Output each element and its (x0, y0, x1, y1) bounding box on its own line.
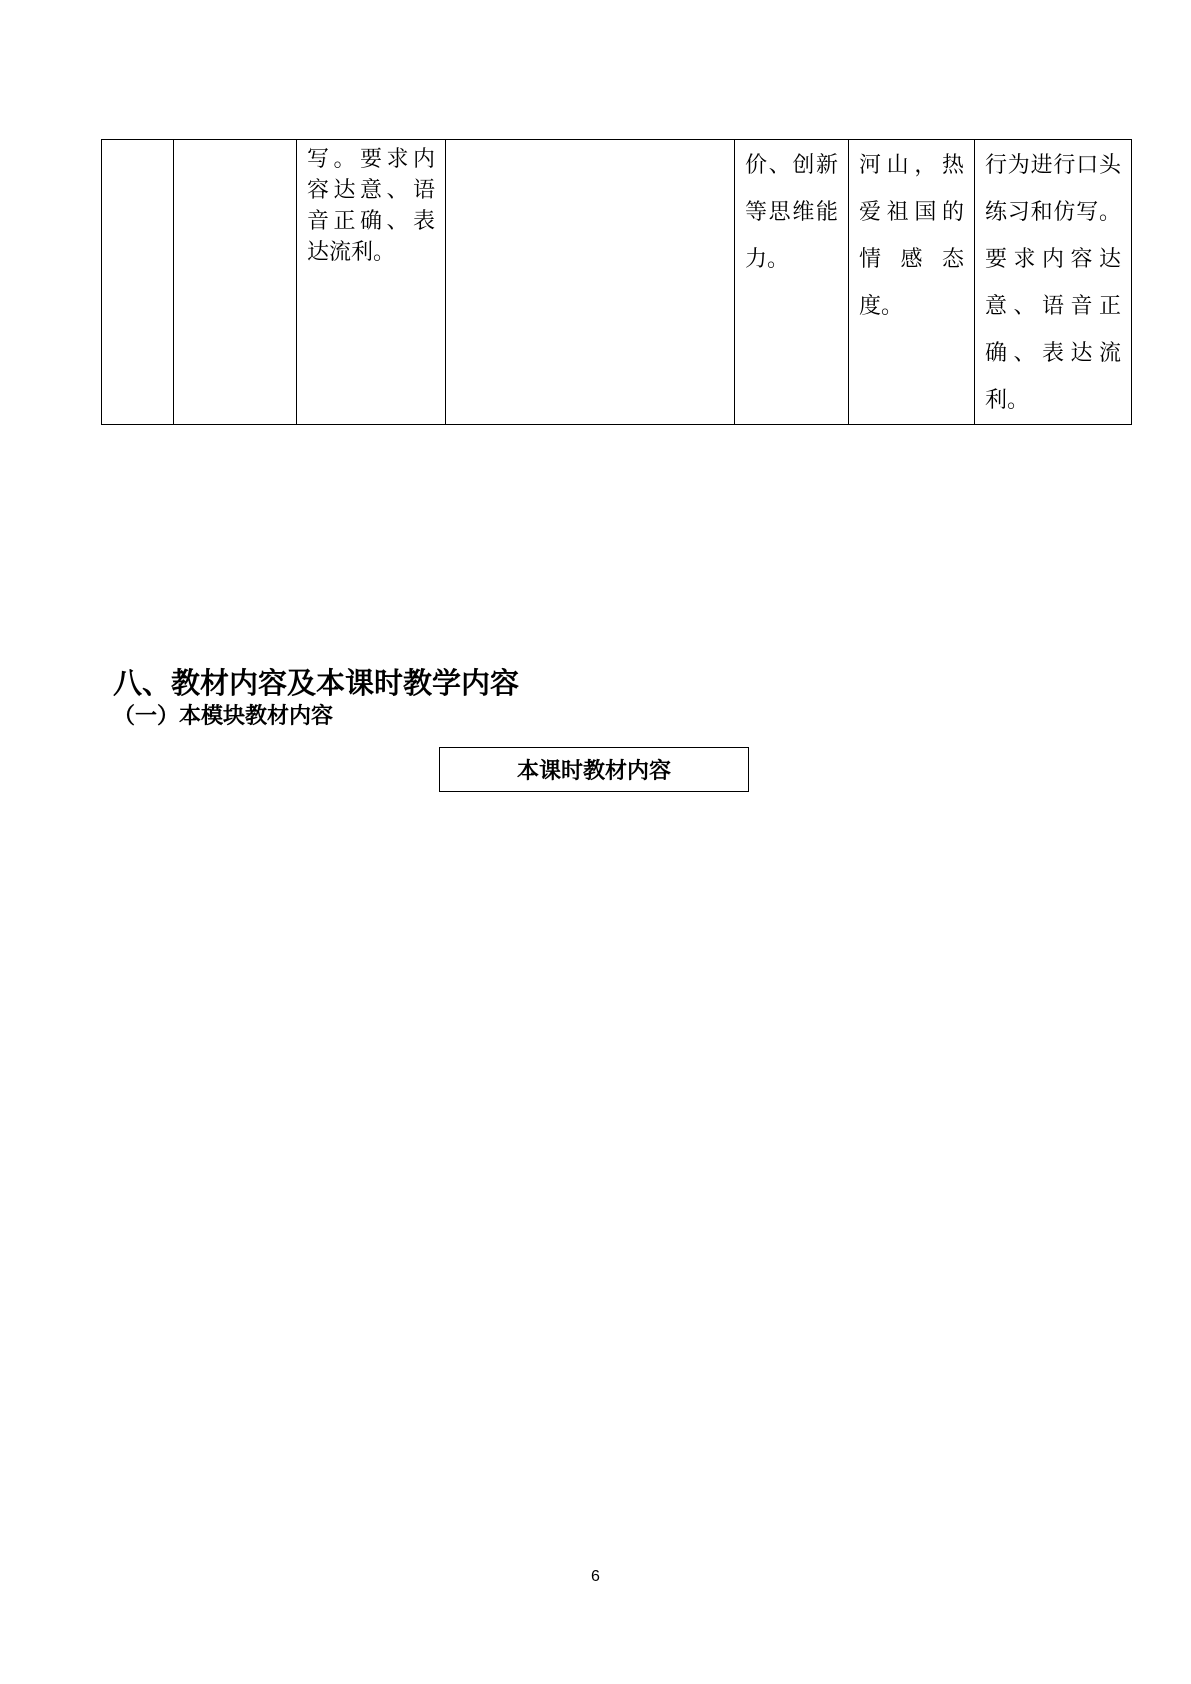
section-heading: 八、教材内容及本课时教学内容 (113, 666, 520, 700)
continuation-table (101, 139, 1132, 425)
table-cell-text: 写。要求内容达意、语音正确、表达流利。 (307, 147, 435, 265)
table-cell (174, 140, 297, 425)
table-cell-text: 行为进行口头练习和仿写。要求内容达意、语音正确、表达流利。 (985, 153, 1121, 413)
table-row (102, 140, 1132, 425)
content-box-heading (439, 747, 749, 792)
table-cell (849, 140, 975, 425)
content-box-label: 本课时教材内容 (516, 759, 671, 784)
table-cell (975, 140, 1132, 425)
page-number: 6 (591, 1568, 600, 1585)
table-cell (446, 140, 735, 425)
table-cell (735, 140, 849, 425)
table-cell (297, 140, 446, 425)
table-cell-text: 河山，热爱祖国的情感态度。 (859, 153, 964, 319)
subsection-heading: （一）本模块教材内容 (113, 704, 334, 729)
table-cell-text: 价、创新等思维能力。 (745, 153, 838, 272)
table-cell (102, 140, 174, 425)
